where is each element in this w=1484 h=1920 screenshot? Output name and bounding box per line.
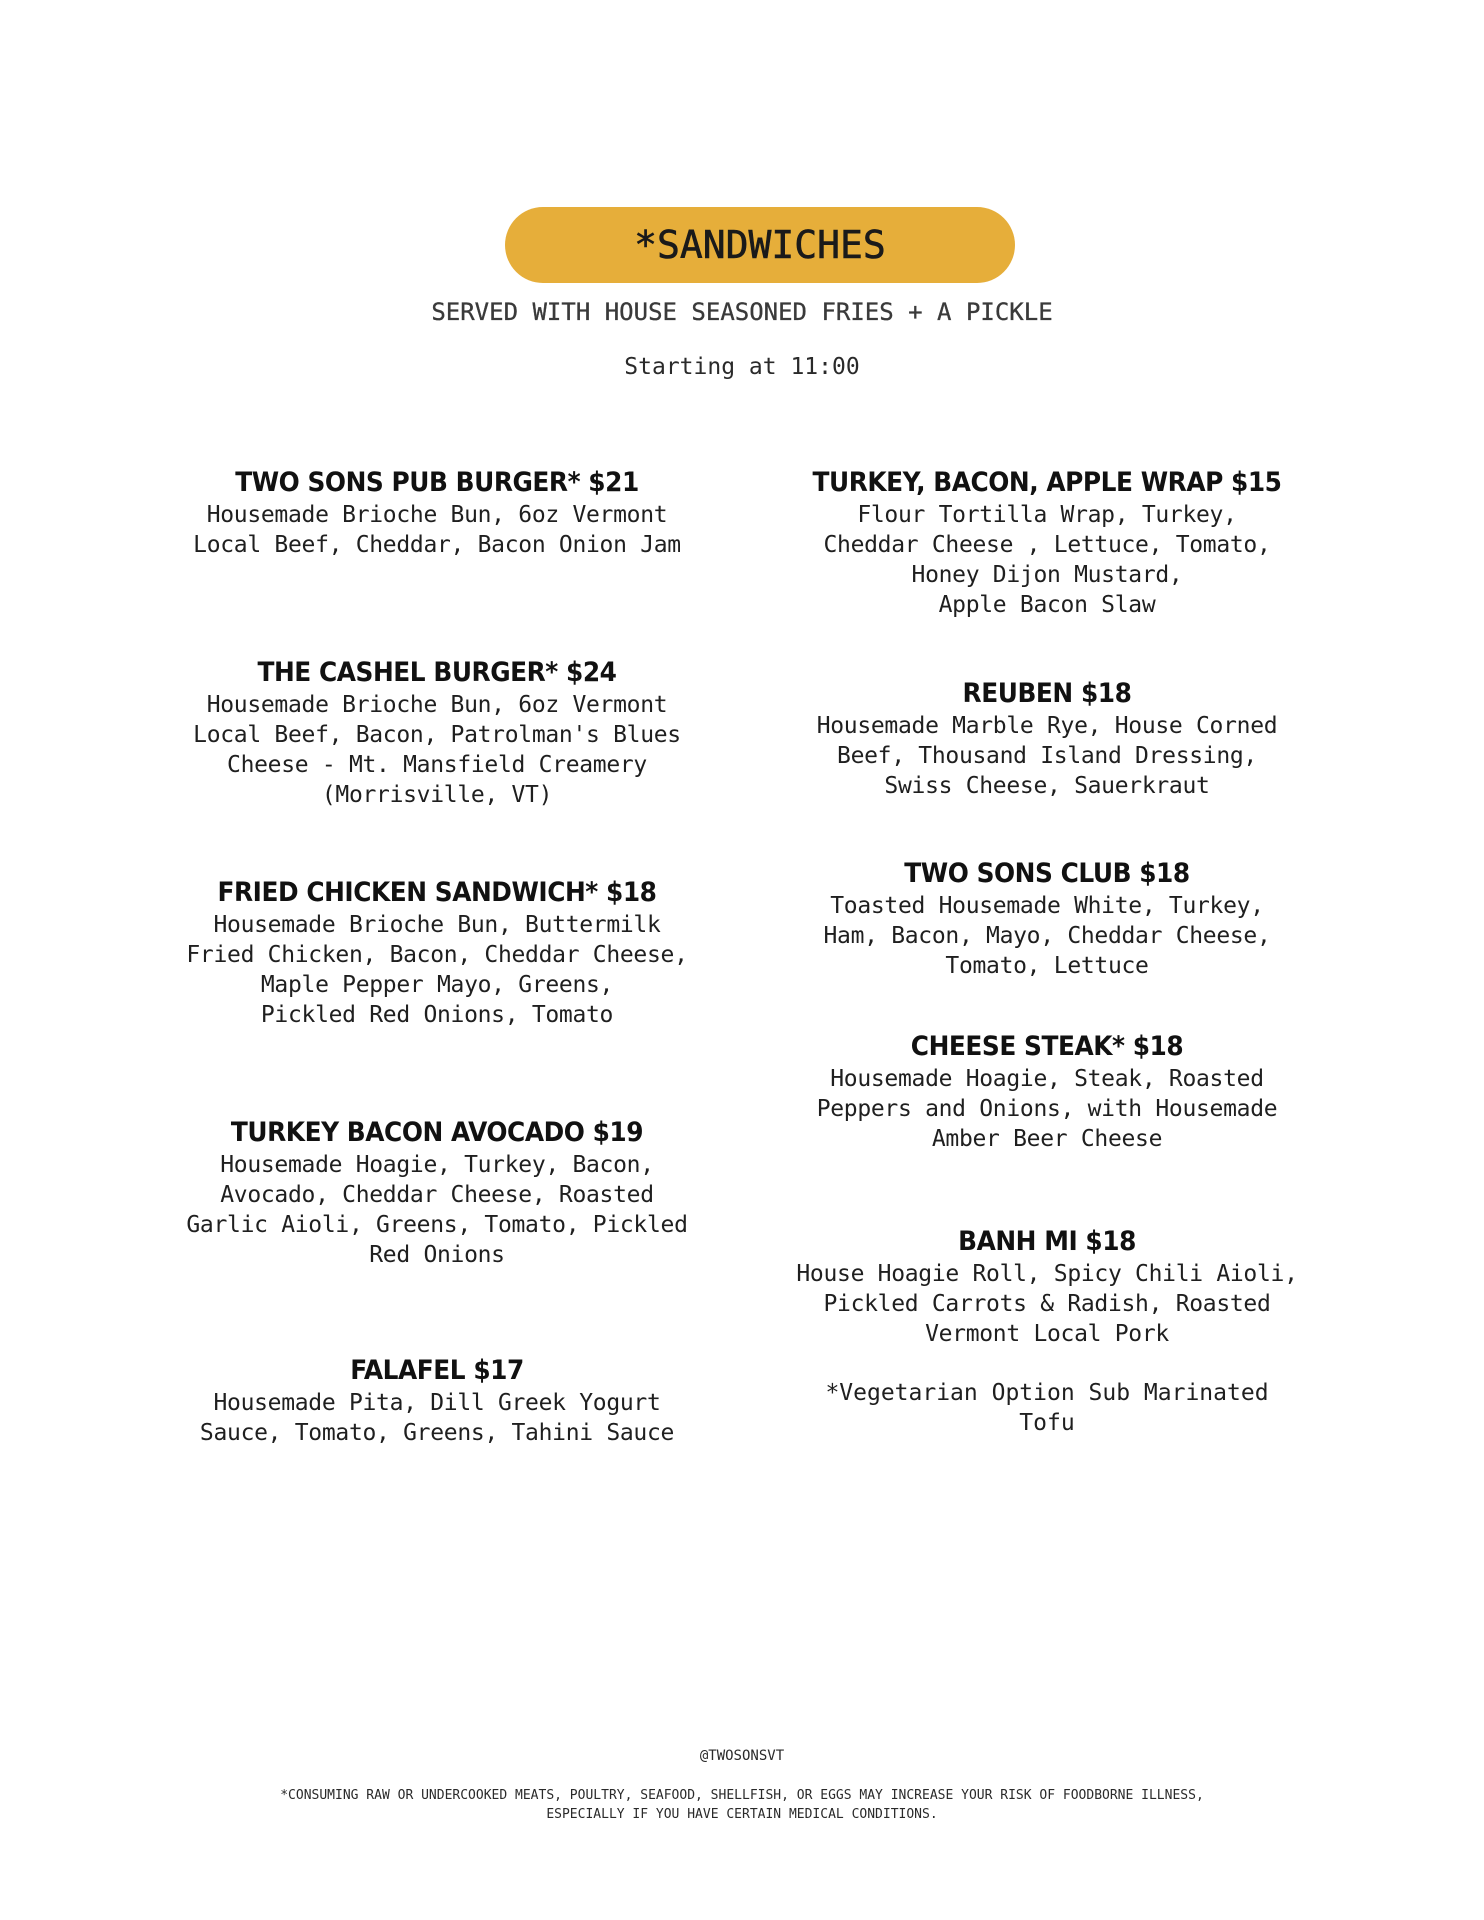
- section-title: *SANDWICHES: [634, 223, 886, 267]
- menu-item-description: Toasted Housemade White, Turkey, Ham, Bacon, Mayo, Cheddar Cheese, Tomato, Lettuce: [823, 893, 1271, 979]
- menu-item-description: Housemade Hoagie, Turkey, Bacon, Avocado, Cheddar Cheese, Roasted Garlic Aioli, Greens, Tomato, Pickled Red Onions: [186, 1152, 688, 1268]
- menu-item: [147, 656, 727, 810]
- menu-item-title: TURKEY BACON AVOCADO $19: [230, 1117, 644, 1148]
- menu-item-title: REUBEN $18: [962, 678, 1132, 709]
- menu-item-description: Housemade Pita, Dill Greek Yogurt Sauce, Tomato, Greens, Tahini Sauce: [199, 1390, 675, 1446]
- menu-item-description: Housemade Brioche Bun, 6oz Vermont Local Beef, Cheddar, Bacon Onion Jam: [193, 502, 681, 558]
- menu-item-title: TURKEY, BACON, APPLE WRAP $15: [812, 467, 1282, 498]
- consumption-disclaimer: *CONSUMING RAW OR UNDERCOOKED MEATS, POULTRY, SEAFOOD, SHELLFISH, OR EGGS MAY INCREASE YOUR RISK OF FOODBORNE ILLNESS, ESPECIALLY IF YOU HAVE CERTAIN MEDICAL CONDITIONS.: [280, 1788, 1204, 1822]
- menu-item: [757, 1225, 1337, 1349]
- social-handle: @TWOSONSVT: [699, 1748, 785, 1764]
- menu-item-title: TWO SONS CLUB $18: [904, 858, 1190, 889]
- menu-item-description: House Hoagie Roll, Spicy Chili Aioli, Pickled Carrots & Radish, Roasted Vermont Local Pork: [796, 1261, 1298, 1347]
- section-title-banner: [505, 207, 1015, 283]
- menu-item-title: THE CASHEL BURGER* $24: [257, 657, 617, 688]
- menu-item-title: CHEESE STEAK* $18: [910, 1031, 1184, 1062]
- menu-item-title: TWO SONS PUB BURGER* $21: [235, 467, 639, 498]
- menu-item-title: FRIED CHICKEN SANDWICH* $18: [217, 877, 657, 908]
- menu-item-description: Housemade Hoagie, Steak, Roasted Peppers and Onions, with Housemade Amber Beer Cheese: [816, 1066, 1278, 1152]
- menu-item: [147, 1354, 727, 1448]
- menu-item: [757, 1030, 1337, 1154]
- menu-item-description: Housemade Brioche Bun, 6oz Vermont Local Beef, Bacon, Patrolman's Blues Cheese - Mt. Mansfield Creamery (Morrisville, VT): [193, 692, 681, 808]
- menu-item-description: Flour Tortilla Wrap, Turkey, Cheddar Cheese , Lettuce, Tomato, Honey Dijon Mustard, Apple Bacon Slaw: [823, 502, 1271, 618]
- menu-item: [757, 677, 1337, 801]
- vegetarian-note: *Vegetarian Option Sub Marinated Tofu: [825, 1380, 1269, 1436]
- menu-item: [147, 466, 727, 560]
- start-time: Starting at 11:00: [624, 354, 860, 380]
- menu-item-description: Housemade Marble Rye, House Corned Beef, Thousand Island Dressing, Swiss Cheese, Sauerkraut: [816, 713, 1278, 799]
- menu-item-description: Housemade Brioche Bun, Buttermilk Fried Chicken, Bacon, Cheddar Cheese, Maple Pepper Mayo, Greens, Pickled Red Onions, Tomato: [186, 912, 688, 1028]
- menu-item: [757, 857, 1337, 981]
- menu-item-title: FALAFEL $17: [350, 1355, 524, 1386]
- menu-item-title: BANH MI $18: [958, 1226, 1136, 1257]
- menu-item: [757, 466, 1337, 620]
- section-subtitle: SERVED WITH HOUSE SEASONED FRIES + A PICKLE: [431, 298, 1053, 326]
- menu-item: [147, 1116, 727, 1270]
- menu-item: [147, 876, 727, 1030]
